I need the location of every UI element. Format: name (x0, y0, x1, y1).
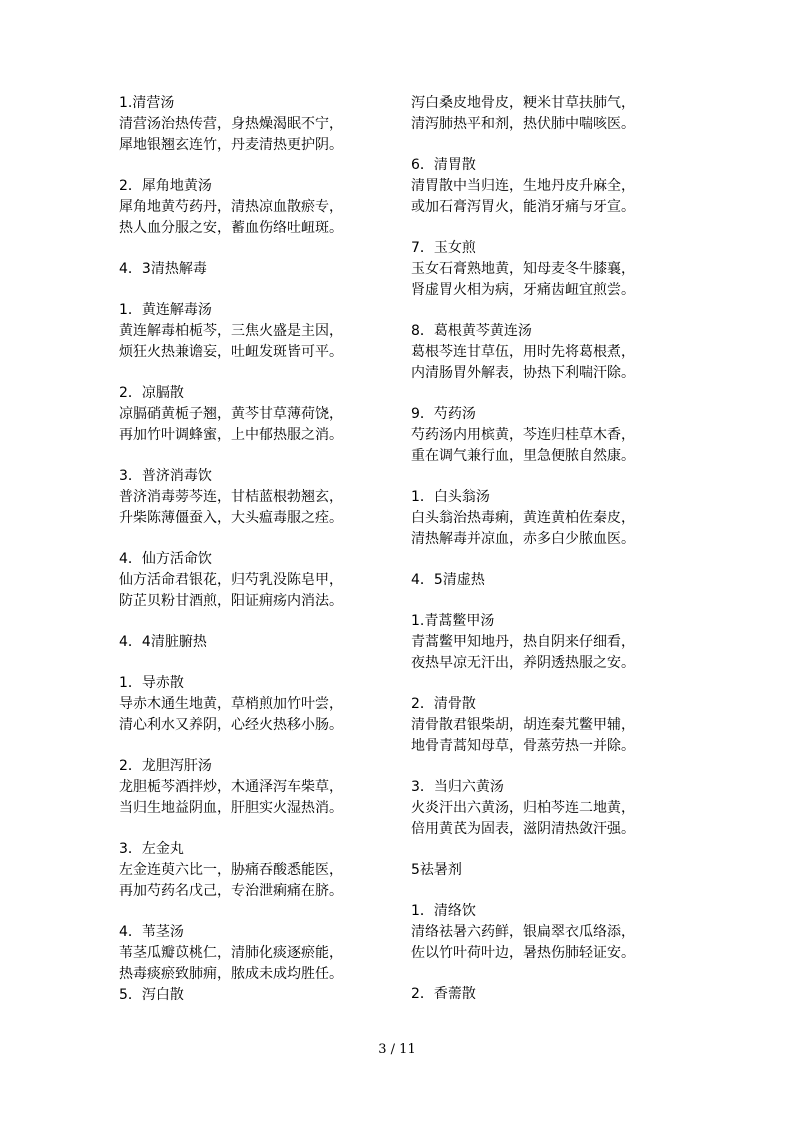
formula-block (411, 93, 651, 135)
formula-block (119, 985, 389, 1006)
verse-line: 再加竹叶调蜂蜜，上中郁热服之消。 (119, 427, 343, 443)
verse-line: 倍用黄芪为固表，滋阴清热敛汗强。 (411, 821, 635, 837)
formula-title: 3．左金丸 (119, 841, 184, 857)
verse-line: 清络祛暑六药鲜，银扁翠衣瓜络添， (411, 924, 635, 940)
verse-line: 热人血分服之安，蓄血伤络吐衄斑。 (119, 220, 343, 236)
formula-title: 2．凉膈散 (119, 385, 184, 401)
formula-block (119, 839, 389, 902)
verse-line: 烦狂火热兼谵妄，吐衄发斑皆可平。 (119, 344, 343, 360)
formula-title: 4．仙方活命饮 (119, 551, 212, 567)
formula-title: 1．导赤散 (119, 675, 184, 691)
formula-block (119, 549, 389, 612)
formula-block (119, 259, 389, 280)
formula-title: 4．苇茎汤 (119, 924, 184, 940)
formula-block (411, 487, 651, 550)
verse-line: 升柴陈薄僵蚕入，大头瘟毒服之痊。 (119, 510, 343, 526)
formula-title: 2．香薷散 (411, 986, 476, 1002)
formula-block (411, 984, 651, 1005)
formula-block (411, 570, 651, 591)
verse-line: 犀角地黄芍药丹，清热凉血散瘀专， (119, 199, 343, 215)
formula-title: 2．清骨散 (411, 696, 476, 712)
formula-block (119, 756, 389, 819)
formula-title: 1．清络饮 (411, 903, 476, 919)
verse-line: 防芷贝粉甘酒煎，阳证痈疡内消法。 (119, 593, 343, 609)
verse-line: 肾虚胃火相为病，牙痛齿衄宜煎尝。 (411, 282, 635, 298)
formula-block (411, 404, 651, 467)
verse-line: 龙胆栀芩酒拌炒，木通泽泻车柴草， (119, 779, 343, 795)
formula-block (411, 238, 651, 301)
formula-block (119, 300, 389, 363)
formula-block (119, 922, 389, 985)
formula-title: 4．4清脏腑热 (119, 634, 207, 650)
verse-line: 佐以竹叶荷叶边，暑热伤肺轻证安。 (411, 945, 635, 961)
formula-title: 2．犀角地黄汤 (119, 178, 212, 194)
formula-block (411, 901, 651, 964)
formula-block (119, 673, 389, 736)
formula-title: 3．当归六黄汤 (411, 779, 504, 795)
formula-title: 1.清营汤 (119, 95, 175, 111)
page-number: 3 / 11 (378, 1042, 416, 1057)
verse-line: 热毒痰瘀致肺痈，脓成未成均胜任。 (119, 966, 343, 982)
verse-line: 普济消毒蒡芩连，甘桔蓝根勃翘玄， (119, 489, 343, 505)
verse-line: 白头翁治热毒痢，黄连黄柏佐秦皮， (411, 510, 635, 526)
verse-line: 导赤木通生地黄，草梢煎加竹叶尝， (119, 696, 343, 712)
verse-line: 玉女石膏熟地黄，知母麦冬牛膝襄， (411, 261, 635, 277)
formula-title: 5．泻白散 (119, 987, 184, 1003)
formula-title: 7．玉女煎 (411, 240, 476, 256)
left-column (119, 93, 389, 1006)
formula-title: 9．芍药汤 (411, 406, 476, 422)
formula-block (119, 632, 389, 653)
verse-line: 苇茎瓜瓣苡桃仁，清肺化痰逐瘀能， (119, 945, 343, 961)
verse-line: 仙方活命君银花，归芍乳没陈皂甲， (119, 572, 343, 588)
formula-block (119, 93, 389, 156)
verse-line: 重在调气兼行血，里急便脓自然康。 (411, 448, 635, 464)
verse-line: 清热解毒并凉血，赤多白少脓血医。 (411, 531, 635, 547)
verse-line: 清胃散中当归连，生地丹皮升麻全， (411, 178, 635, 194)
verse-line: 清营汤治热传营，身热燥渴眠不宁， (119, 116, 343, 132)
formula-title: 6．清胃散 (411, 157, 476, 173)
verse-line: 或加石膏泻胃火，能消牙痛与牙宣。 (411, 199, 635, 215)
formula-title: 8．葛根黄芩黄连汤 (411, 323, 532, 339)
verse-line: 再加芍药名戊己，专治泄痢痛在脐。 (119, 883, 343, 899)
formula-block (119, 176, 389, 239)
verse-line: 黄连解毒柏栀芩，三焦火盛是主因， (119, 323, 343, 339)
formula-block (119, 466, 389, 529)
right-column (411, 93, 651, 1005)
formula-title: 4．3清热解毒 (119, 261, 207, 277)
verse-line: 当归生地益阴血，肝胆实火湿热消。 (119, 800, 343, 816)
verse-line: 清骨散君银柴胡，胡连秦艽鳖甲辅， (411, 717, 635, 733)
verse-line: 葛根芩连甘草伍，用时先将葛根煮， (411, 344, 635, 360)
formula-title: 5祛暑剂 (411, 862, 462, 878)
verse-line: 青蒿鳖甲知地丹，热自阴来仔细看， (411, 634, 635, 650)
verse-line: 地骨青蒿知母草，骨蒸劳热一并除。 (411, 738, 635, 754)
formula-title: 4．5清虚热 (411, 572, 485, 588)
formula-block (411, 321, 651, 384)
verse-line: 芍药汤内用槟黄，芩连归桂草木香， (411, 427, 635, 443)
formula-title: 3．普济消毒饮 (119, 468, 212, 484)
formula-block (411, 694, 651, 757)
formula-block (411, 777, 651, 840)
formula-title: 1．白头翁汤 (411, 489, 490, 505)
formula-title: 1．黄连解毒汤 (119, 302, 212, 318)
formula-title: 1.青蒿鳖甲汤 (411, 613, 495, 629)
formula-block (411, 611, 651, 674)
verse-line: 内清肠胃外解表，协热下利喘汗除。 (411, 365, 635, 381)
formula-block (119, 383, 389, 446)
formula-title: 2．龙胆泻肝汤 (119, 758, 212, 774)
verse-line: 清泻肺热平和剂，热伏肺中喘咳医。 (411, 116, 635, 132)
verse-line: 清心利水又养阴，心经火热移小肠。 (119, 717, 343, 733)
verse-line: 凉膈硝黄栀子翘，黄芩甘草薄荷饶， (119, 406, 343, 422)
formula-block (411, 860, 651, 881)
verse-line: 犀地银翘玄连竹，丹麦清热更护阴。 (119, 137, 343, 153)
verse-line: 夜热早凉无汗出，养阴透热服之安。 (411, 655, 635, 671)
verse-line: 泻白桑皮地骨皮，粳米甘草扶肺气， (411, 95, 635, 111)
formula-block (411, 155, 651, 218)
verse-line: 火炎汗出六黄汤，归柏芩连二地黄， (411, 800, 635, 816)
verse-line: 左金连萸六比一，胁痛吞酸悉能医， (119, 862, 343, 878)
